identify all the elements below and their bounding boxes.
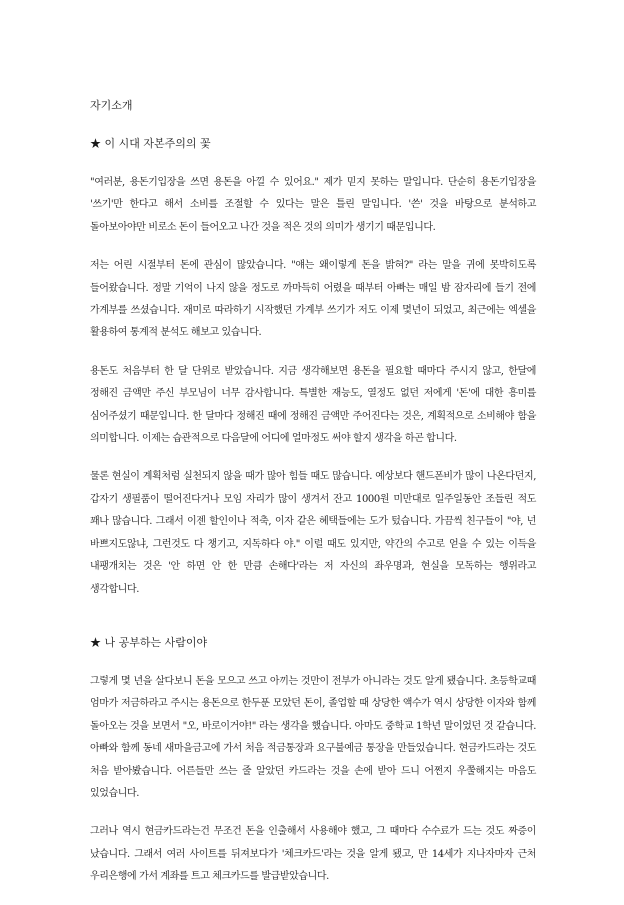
section-spacer (90, 617, 536, 635)
section-heading: ★ 나 공부하는 사람이야 (90, 635, 208, 649)
paragraph: 저는 어린 시절부터 돈에 관심이 많았습니다. "얘는 왜이렇게 돈을 밝혀?" 라는 말을 귀에 못박히도록 들어왔습니다. 정말 기억이 나지 않을 정도로 까마득히 어렸을 때부터 아빠는 매일 밤 잠자리에 들기 전에 가계부를 쓰셨습니다. 재미로 따라하기 시작했던 가계부 쓰기가 저도 이제 몇년이 되었고, 최근에는 엑셀을 활용하여 통계적 분석도 해보고 있습니다. (90, 260, 536, 339)
document-page (90, 98, 536, 905)
paragraph: 용돈도 처음부터 한 달 단위로 받았습니다. 지금 생각해보면 용돈을 필요할 때마다 주시지 않고, 한달에 정해진 금액만 주신 부모님이 너무 감사합니다. 특별한 재능도, 열정도 없던 저에게 '돈'에 대한 흥미를 심어주셨기 때문입니다. 한 달마다 정해진 때에 정해진 금액만 주어진다는 것은, 계획적으로 소비해야 함을 의미합니다. 이제는 습관적으로 다음달에 어디에 얼마정도 써야 할지 생각을 하곤 합니다. (90, 365, 536, 445)
section-capitalism (90, 136, 536, 601)
section-heading: ★ 이 시대 자본주의의 꽃 (90, 137, 211, 150)
paragraph: 그러나 역시 현금카드라는건 무조건 돈을 인출해서 사용해야 했고, 그 때마다 수수료가 드는 것도 짜증이 났습니다. 그래서 여러 사이트를 뒤져보다가 '체크카드'라는 것을 알게 됐고, 만 14세가 지나자마자 근처 우리은행에 가서 계좌를 트고 체크카드를 발급받았습니다. (90, 826, 536, 883)
section-studying (90, 635, 536, 889)
document-title: 자기소개 (90, 99, 133, 112)
paragraph: 물론 현실이 계획처럼 실천되지 않을 때가 많아 힘들 때도 많습니다. 예상보다 핸드폰비가 많이 나온다던지, 갑자기 생필품이 떨어진다거나 모임 자리가 많이 생겨서 잔고 1000원 미만대로 일주일동안 조들린 적도 꽤나 많습니다. 그래서 이젠 할인이나 적축, 이자 같은 혜택들에는 도가 텄습니다. 가끔씩 친구들이 "야, 넌 바쁘지도않냐, 그런것도 다 챙기고, 지독하다 야." 이럴 때도 있지만, 약간의 수고로 얻을 수 있는 이득을 내팽개치는 것은 '안 하면 안 한 만큼 손해다'라는 저 자신의 좌우명과, 현실을 모독하는 행위라고 생각합니다. (90, 471, 536, 595)
paragraph: 그렇게 몇 년을 살다보니 돈을 모으고 쓰고 아끼는 것만이 전부가 아니라는 것도 알게 됐습니다. 초등학교때 엄마가 저금하라고 주시는 용돈으로 한두푼 모았던 돈이, 졸업할 때 상당한 액수가 역시 상당한 이자와 함께 돌아오는 것을 보면서 "오, 바로이거야!" 라는 생각을 했습니다. 아마도 중학교 1학년 말이었던 것 같습니다. 아빠와 함께 동네 새마을금고에 가서 처음 적금통장과 요구불예금 통장을 만들었습니다. 현금카드라는 것도 처음 받아봤습니다. 어른들만 쓰는 줄 알았던 카드라는 것을 손에 받아 드니 어쩐지 우쭐해지는 마음도 있었습니다. (90, 675, 536, 799)
paragraph: "여러분, 용돈기입장을 쓰면 용돈을 아낄 수 있어요." 제가 믿지 못하는 말입니다. 단순히 용돈기입장을 '쓰기'만 한다고 해서 소비를 조절할 수 있다는 말은 틀린 말입니다. '쓴' 것을 바탕으로 분석하고 돌아보아야만 비로소 돈이 들어오고 나간 것을 적은 것의 의미가 생기기 때문입니다. (90, 177, 536, 233)
